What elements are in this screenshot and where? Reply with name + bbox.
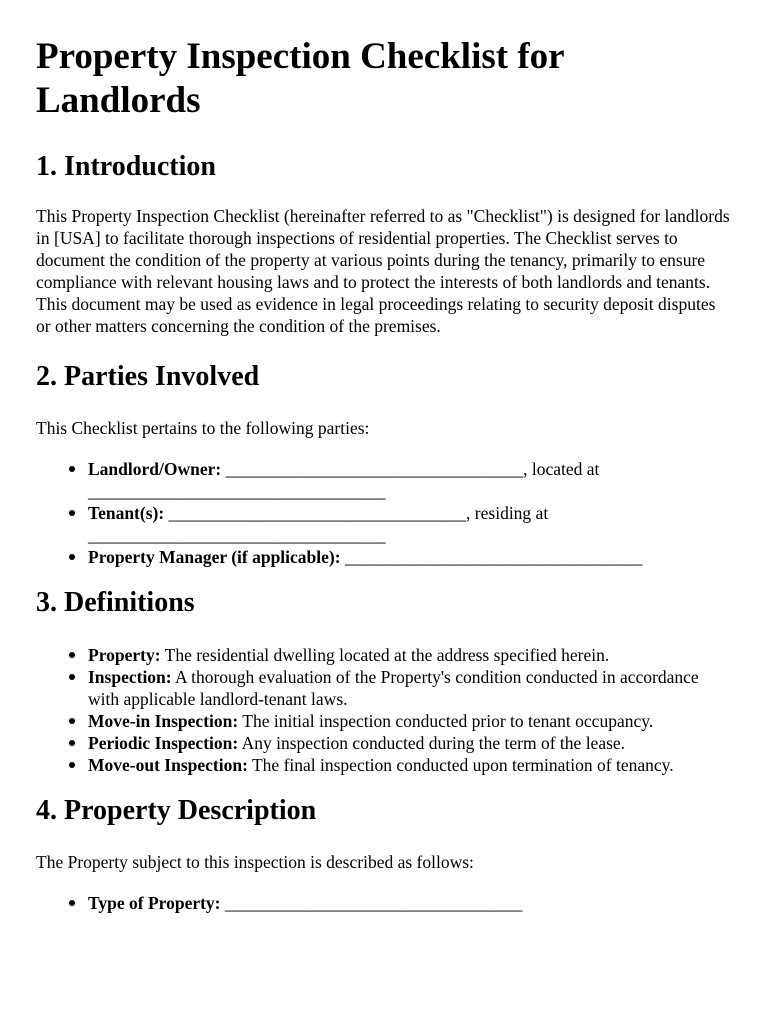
property-description-list [36, 892, 734, 914]
list-item-type-of-property [88, 892, 734, 914]
list-item-text: The final inspection conducted upon termination of tenancy. [247, 755, 674, 775]
list-item-text: __________________________________, located at __________________________________ [88, 459, 600, 501]
list-item-periodic [88, 732, 734, 754]
list-item-term: Property: [88, 645, 161, 665]
section-heading-introduction: 1. Introduction [36, 151, 216, 182]
parties-intro: This Checklist pertains to the following parties: [36, 418, 370, 438]
list-item-term: Property Manager (if applicable): [88, 547, 341, 567]
list-item-term: Periodic Inspection: [88, 733, 239, 753]
list-item-text: A thorough evaluation of the Property's condition conducted in accordance with applicable landlord-tenant laws. [88, 667, 699, 709]
list-item-term: Tenant(s): [88, 503, 165, 523]
list-item-text: Any inspection conducted during the term of the lease. [238, 733, 626, 753]
section-heading-parties: 2. Parties Involved [36, 361, 260, 392]
section-heading-definitions: 3. Definitions [36, 587, 195, 618]
list-item-text: __________________________________ [340, 547, 643, 567]
property-description-intro: The Property subject to this inspection is described as follows: [36, 852, 474, 872]
list-item-term: Landlord/Owner: [88, 459, 222, 479]
list-item-term: Move-out Inspection: [88, 755, 248, 775]
list-item-text: __________________________________, residing at __________________________________ [88, 503, 549, 545]
list-item-text: The residential dwelling located at the address specified herein. [160, 645, 610, 665]
list-item-move-in [88, 710, 734, 732]
list-item-text: The initial inspection conducted prior to tenant occupancy. [238, 711, 654, 731]
section-heading-property-description: 4. Property Description [36, 795, 317, 826]
list-item-term: Type of Property: [88, 893, 221, 913]
list-item-move-out [88, 754, 734, 776]
list-item-term: Inspection: [88, 667, 172, 687]
list-item-landlord [88, 458, 734, 502]
list-item-inspection [88, 666, 734, 710]
definitions-list [36, 644, 734, 776]
list-item-term: Move-in Inspection: [88, 711, 239, 731]
list-item-property-manager [88, 546, 734, 568]
document-title: Property Inspection Checklist for Landlords [36, 36, 564, 121]
parties-list [36, 458, 734, 568]
list-item-tenant [88, 502, 734, 546]
list-item-text: __________________________________ [220, 893, 523, 913]
introduction-paragraph: This Property Inspection Checklist (hereinafter referred to as "Checklist") is designed for landlords in [USA] to facilitate thorough inspections of residential properties. The Checklist serves to document the condition of the property at various points during the tenancy, primarily to ensure compliance with relevant housing laws and to protect the interests of both landlords and tenants. This document may be used as evidence in legal proceedings relating to security deposit disputes or other matters concerning the condition of the premises. [36, 206, 730, 336]
list-item-property [88, 644, 734, 666]
